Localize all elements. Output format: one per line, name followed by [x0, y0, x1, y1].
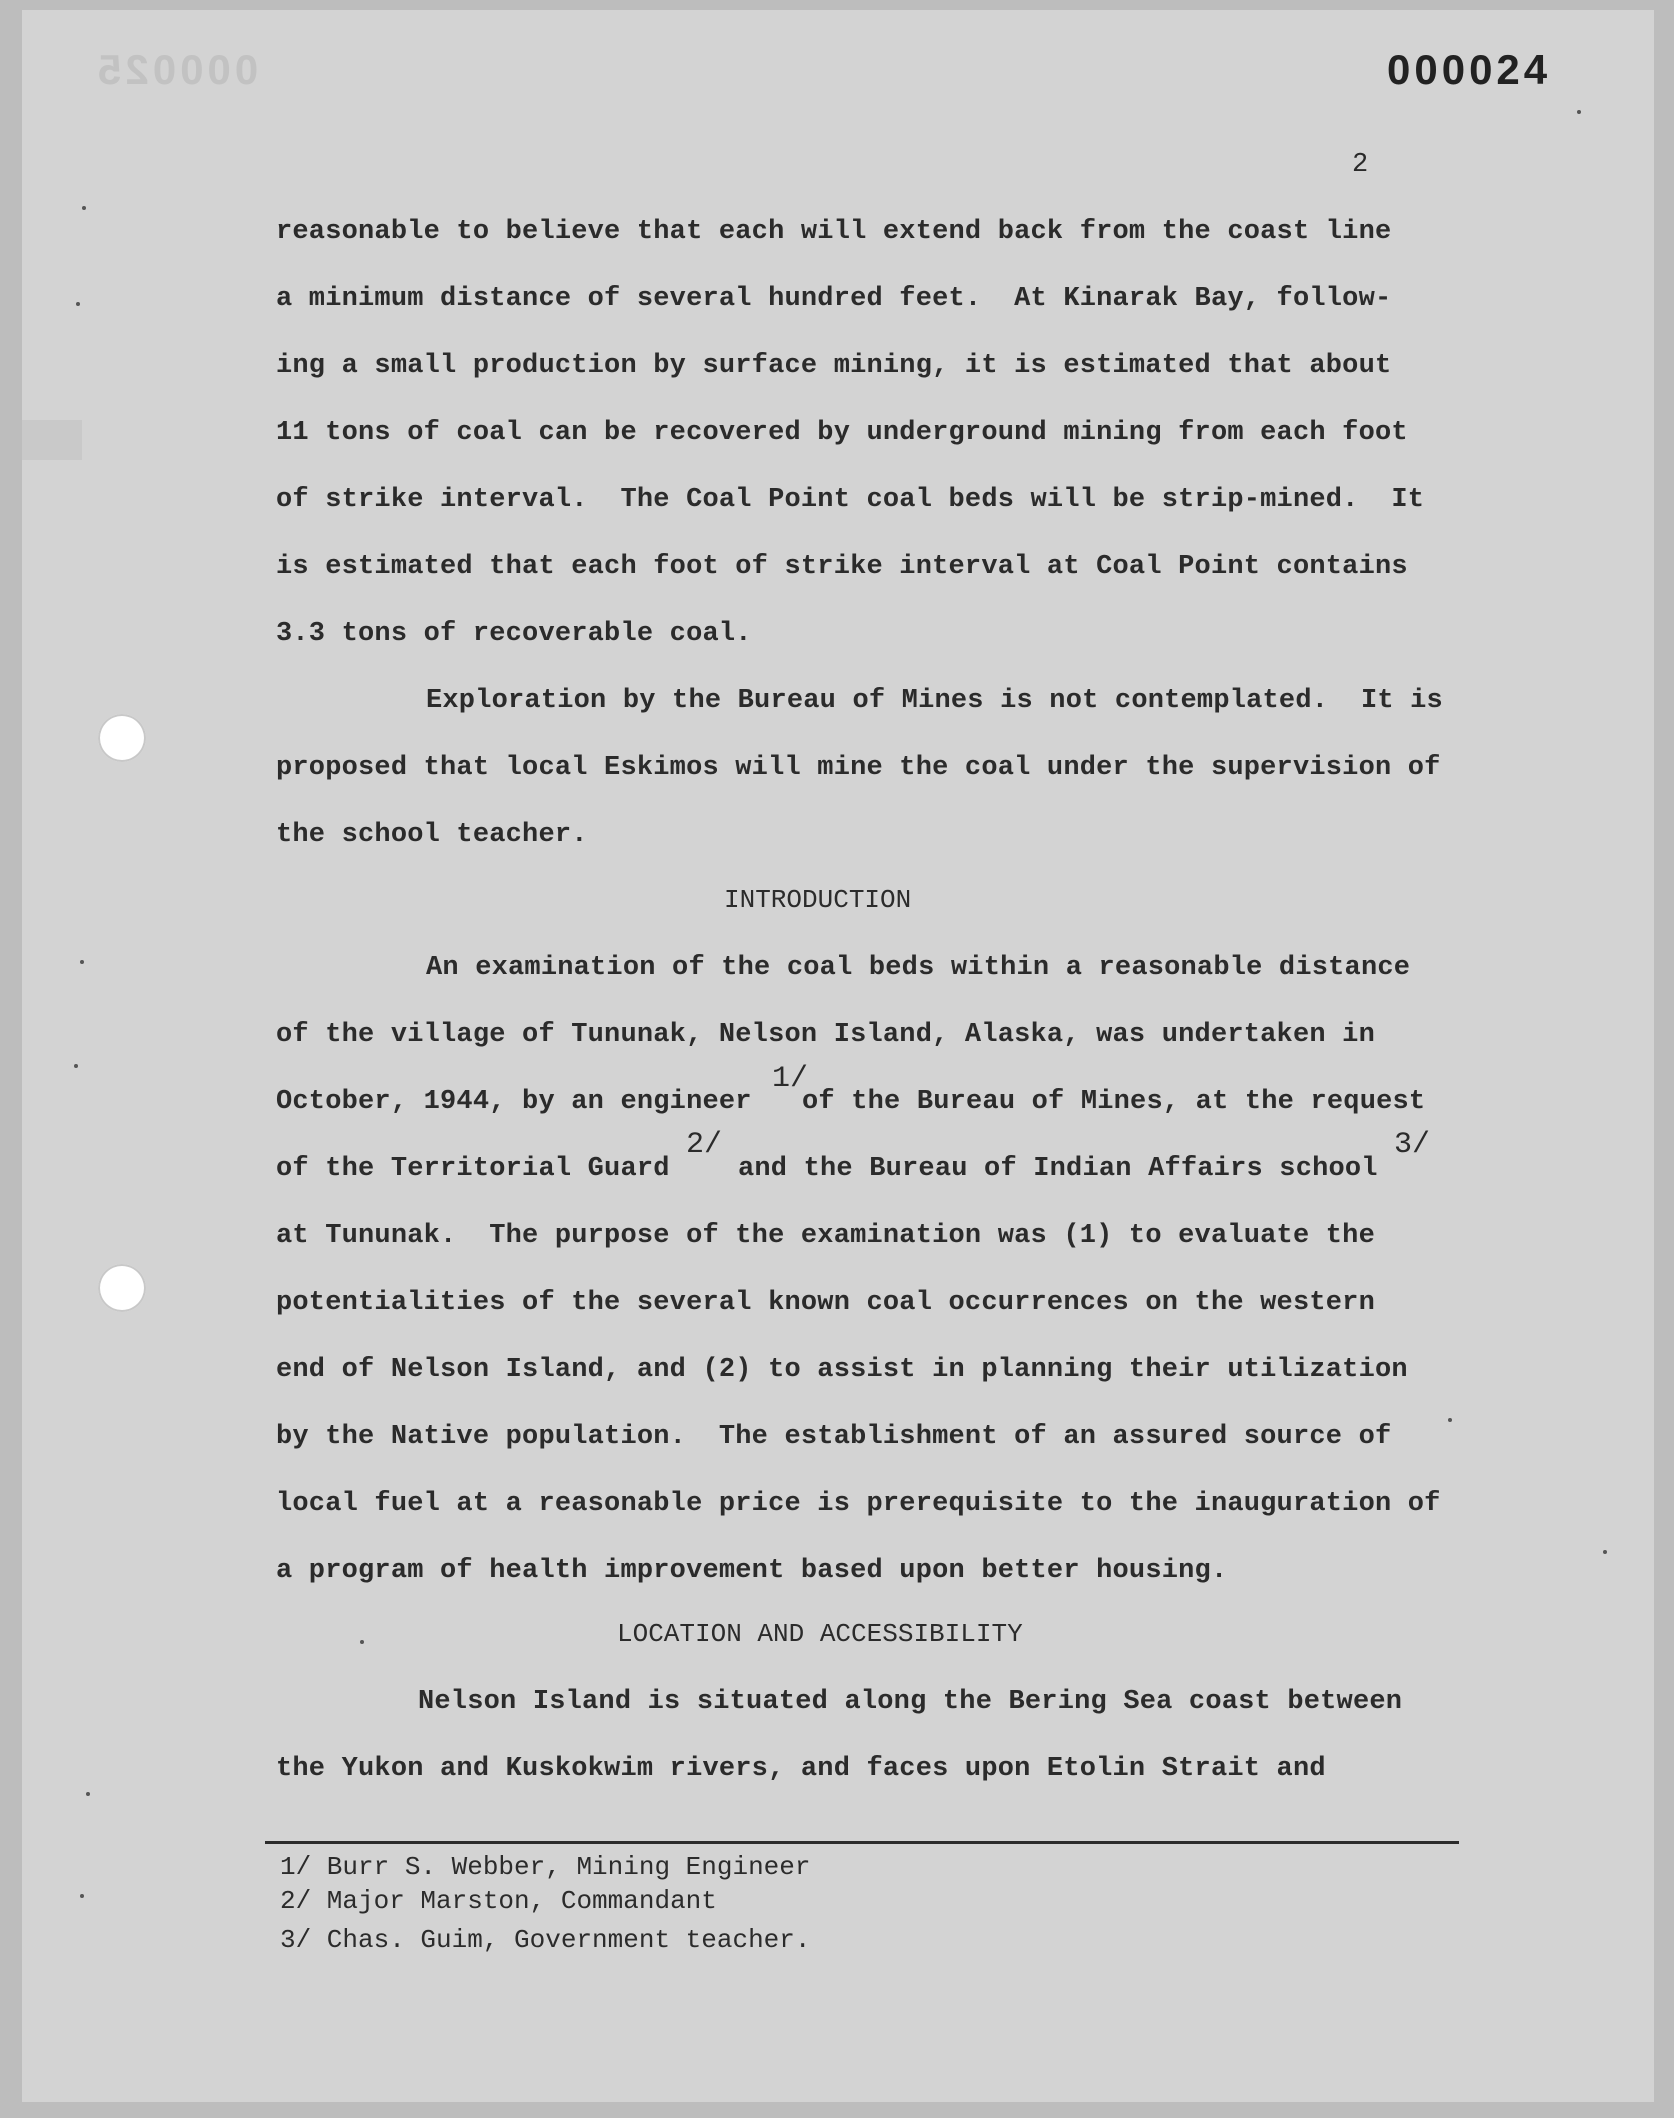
- scan-speck: [80, 960, 84, 964]
- text-line: potentialities of the several known coal occurrences on the western: [276, 1288, 1375, 1318]
- text-line: proposed that local Eskimos will mine the coal under the supervision of: [276, 753, 1441, 783]
- text-line: a program of health improvement based upon better housing.: [276, 1556, 1228, 1586]
- scan-speck: [1577, 110, 1581, 114]
- text-line: a minimum distance of several hundred feet. At Kinarak Bay, follow-: [276, 284, 1392, 314]
- scan-speck: [76, 302, 80, 306]
- text-line: of the Territorial Guard: [276, 1154, 670, 1184]
- scan-speck: [1448, 1418, 1452, 1422]
- text-line: by the Native population. The establishment of an assured source of: [276, 1422, 1392, 1452]
- punch-hole-bottom: [98, 1264, 146, 1312]
- text-line: October, 1944, by an engineer: [276, 1087, 752, 1117]
- page-number: 2: [1352, 150, 1369, 180]
- scan-speck: [74, 1064, 78, 1068]
- scan-shadow: [22, 420, 82, 460]
- footnote-mark-2: 2/: [686, 1128, 723, 1162]
- footnote-mark-1: 1/: [772, 1062, 809, 1096]
- bleed-through-number: 000025: [94, 46, 259, 93]
- footnote-1: 1/ Burr S. Webber, Mining Engineer: [280, 1852, 811, 1882]
- text-line: 3.3 tons of recoverable coal.: [276, 619, 752, 649]
- punch-hole-top: [98, 714, 146, 762]
- footnote-divider: [265, 1841, 1459, 1844]
- footnote-3: 3/ Chas. Guim, Government teacher.: [280, 1925, 811, 1955]
- text-line: An examination of the coal beds within a reasonable distance: [426, 953, 1411, 983]
- scan-speck: [86, 1792, 90, 1796]
- text-line: the Yukon and Kuskokwim rivers, and faces upon Etolin Strait and: [276, 1754, 1326, 1784]
- document-page: [22, 10, 1654, 2102]
- text-line: Exploration by the Bureau of Mines is not contemplated. It is: [426, 686, 1443, 716]
- footnote-mark-3: 3/: [1394, 1128, 1431, 1162]
- text-line: the school teacher.: [276, 820, 588, 850]
- text-line: Nelson Island is situated along the Bering Sea coast between: [418, 1687, 1403, 1717]
- text-line: local fuel at a reasonable price is prerequisite to the inauguration of: [276, 1489, 1441, 1519]
- text-line: reasonable to believe that each will extend back from the coast line: [276, 217, 1392, 247]
- text-line: of the Bureau of Mines, at the request: [802, 1087, 1426, 1117]
- text-line: is estimated that each foot of strike interval at Coal Point contains: [276, 552, 1408, 582]
- section-heading-introduction: INTRODUCTION: [724, 885, 912, 915]
- section-heading-location: LOCATION AND ACCESSIBILITY: [617, 1619, 1023, 1649]
- text-line: 11 tons of coal can be recovered by underground mining from each foot: [276, 418, 1408, 448]
- text-line: ing a small production by surface mining, it is estimated that about: [276, 351, 1392, 381]
- scan-speck: [360, 1640, 364, 1644]
- scan-speck: [82, 206, 86, 210]
- text-line: and the Bureau of Indian Affairs school: [738, 1154, 1378, 1184]
- text-line: at Tununak. The purpose of the examination was (1) to evaluate the: [276, 1221, 1375, 1251]
- scan-speck: [80, 1894, 84, 1898]
- text-line: of strike interval. The Coal Point coal beds will be strip-mined. It: [276, 485, 1425, 515]
- text-line: of the village of Tununak, Nelson Island, Alaska, was undertaken in: [276, 1020, 1375, 1050]
- text-line: end of Nelson Island, and (2) to assist in planning their utilization: [276, 1355, 1408, 1385]
- scan-speck: [1603, 1550, 1607, 1554]
- document-number-stamp: 000024: [1387, 46, 1552, 93]
- footnote-2: 2/ Major Marston, Commandant: [280, 1886, 717, 1916]
